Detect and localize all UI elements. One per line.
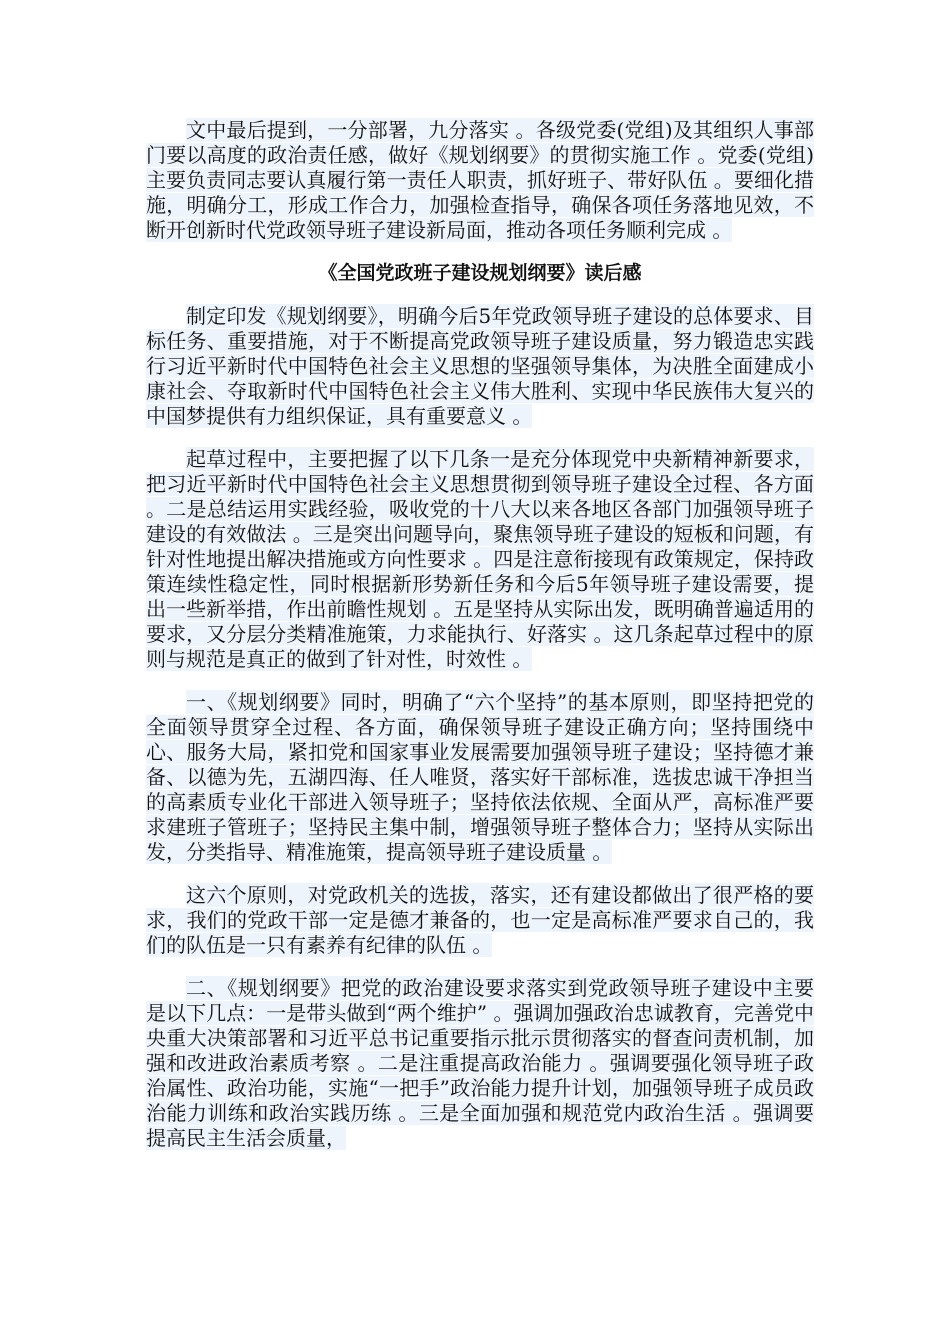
paragraph-intro [146,304,814,429]
document-title: 《全国党政班子建设规划纲要》读后感 [318,262,642,284]
paragraph-text: 这六个原则，对党政机关的选拔，落实，还有建设都做出了很严格的要求，我们的党政干部一定是德才兼备的，也一定是高标准严要求自己的，我们的队伍是一只有素养有纪律的队伍 。 [146,883,814,957]
paragraph-text: 文中最后提到，一分部署，九分落实 。各级党委(党组)及其组织人事部门要以高度的政治责任感，做好《规划纲要》的贯彻实施工作 。党委(党组)主要负责同志要认真履行第一责任人职责，抓好班子、带好队伍 。要细化措施，明确分工，形成工作合力，加强检查指导，确保各项任务落地见效，不断开创新时代党政领导班子建设新局面，推动各项任务顺利完成 。 [146,118,814,242]
paragraph-text: 一、《规划纲要》同时，明确了“六个坚持”的基本原则，即坚持把党的全面领导贯穿全过程、各方面，确保领导班子建设正确方向；坚持围绕中心、服务大局，紧扣党和国家事业发展需要加强领导班子建设；坚持德才兼备、以德为先，五湖四海、任人唯贤，落实好干部标准，选拔忠诚干净担当的高素质专业化干部进入领导班子；坚持依法依规、全面从严，高标准严要求建班子管班子；坚持民主集中制，增强领导班子整体合力；坚持从实际出发，分类指导、精准施策，提高领导班子建设质量 。 [146,690,814,864]
document-page [146,118,814,1169]
paragraph-drafting [146,447,814,672]
paragraph-text: 二、《规划纲要》把党的政治建设要求落实到党政领导班子建设中主要是以下几点：一是带头做到“两个维护” 。强调加强政治忠诚教育，完善党中央重大决策部署和习近平总书记重要指示批示贯彻落实的督查问责机制，加强和改进政治素质考察 。二是注重提高政治能力 。强调要强化领导班子政治属性、政治功能，实施“一把手”政治能力提升计划，加强领导班子成员政治能力训练和政治实践历练 。三是全面加强和规范党内政治生活 。强调要提高民主生活会质量， [146,976,814,1150]
paragraph-closing [146,118,814,243]
paragraph-text: 制定印发《规划纲要》，明确今后5年党政领导班子建设的总体要求、目标任务、重要措施，对于不断提高党政领导班子建设质量，努力锻造忠实践行习近平新时代中国特色社会主义思想的坚强领导集体，为决胜全面建成小康社会、夺取新时代中国特色社会主义伟大胜利、实现中华民族伟大复兴的中国梦提供有力组织保证，具有重要意义 。 [146,304,814,428]
paragraph-political [146,976,814,1151]
paragraph-text: 起草过程中，主要把握了以下几条一是充分体现党中央新精神新要求，把习近平新时代中国特色社会主义思想贯彻到领导班子建设全过程、各方面 。二是总结运用实践经验，吸收党的十八大以来各地区各部门加强领导班子建设的有效做法 。三是突出问题导向，聚焦领导班子建设的短板和问题，有针对性地提出解决措施或方向性要求 。四是注意衔接现有政策规定，保持政策连续性稳定性，同时根据新形势新任务和今后5年领导班子建设需要，提出一些新举措，作出前瞻性规划 。五是坚持从实际出发，既明确普遍适用的要求，又分层分类精准施策，力求能执行、好落实 。这几条起草过程中的原则与规范是真正的做到了针对性，时效性 。 [146,447,814,671]
paragraph-reflection [146,883,814,958]
paragraph-principles [146,690,814,865]
